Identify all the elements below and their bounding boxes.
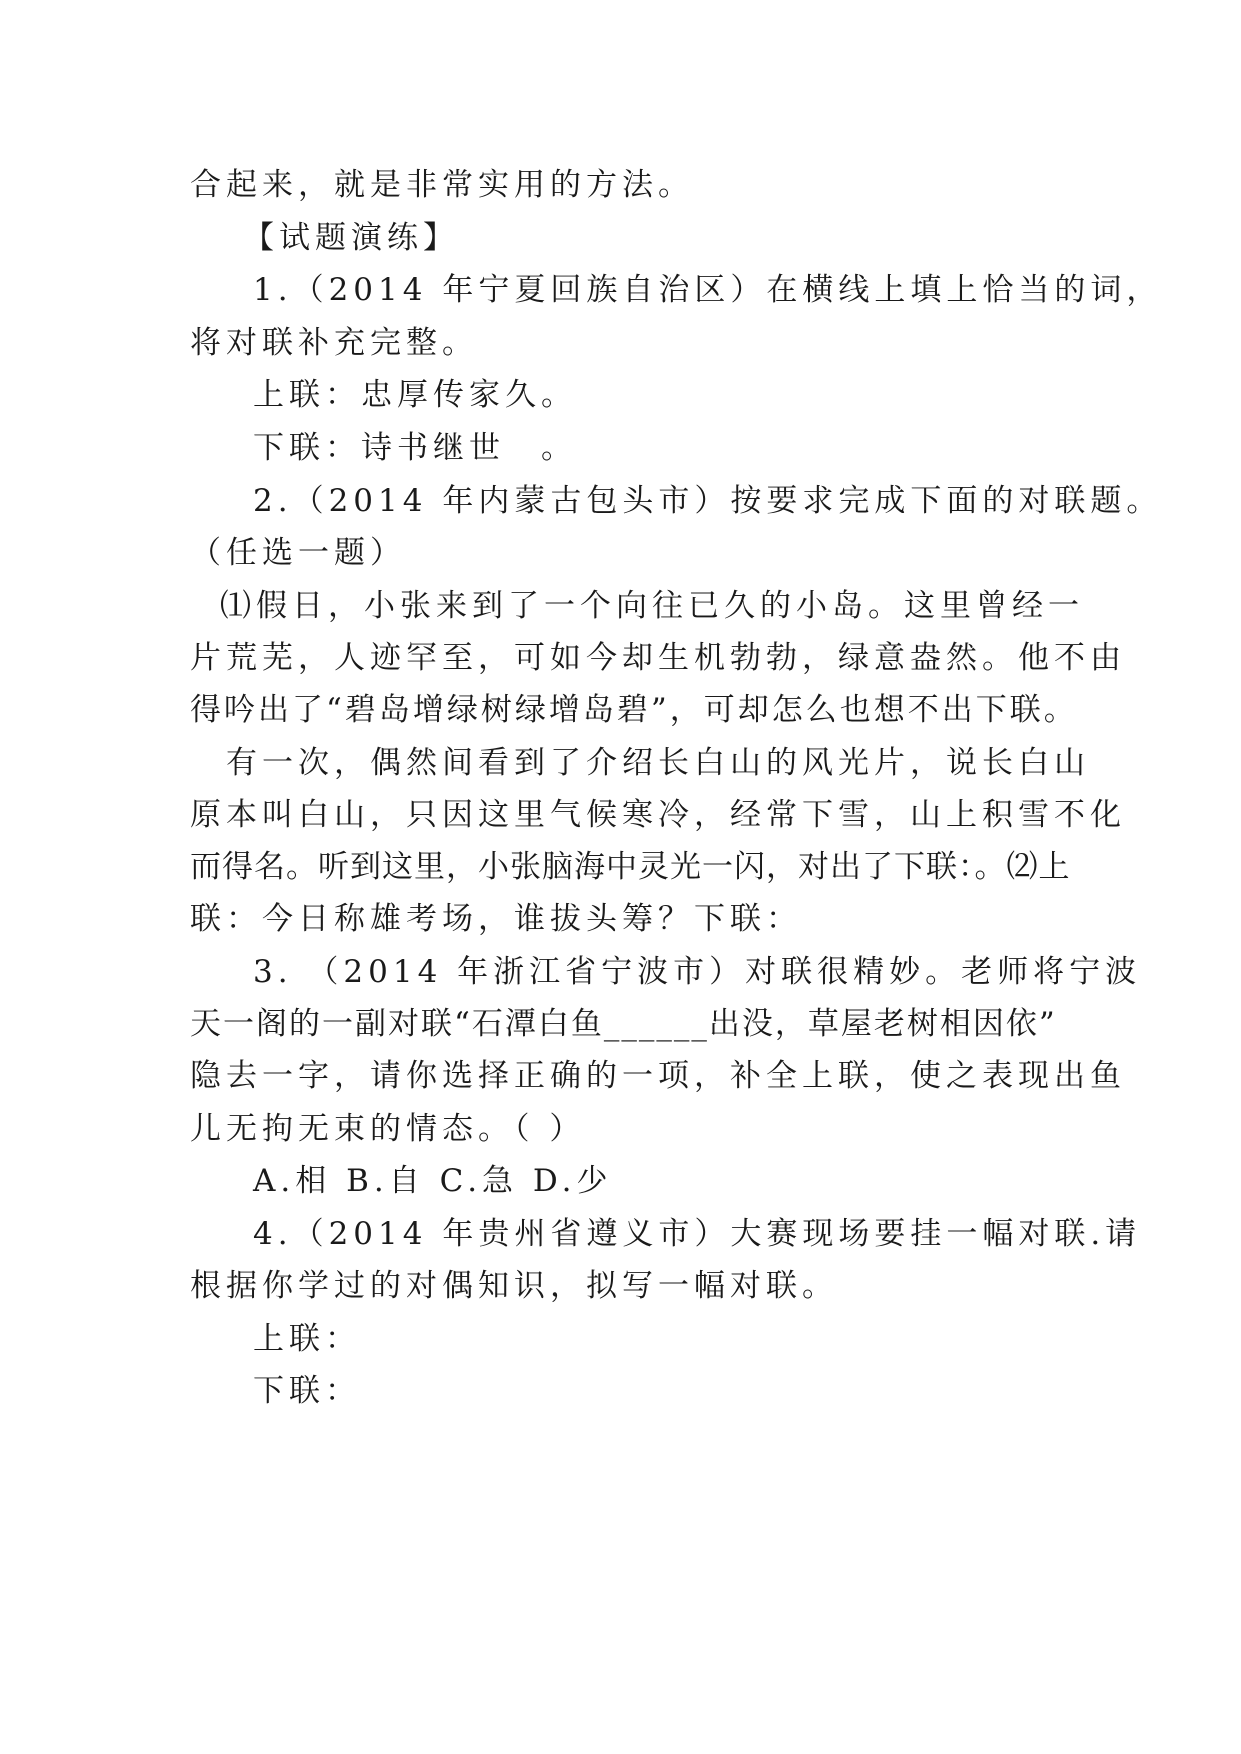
question-1: 1.（2014 年宁夏回族自治区）在横线上填上恰当的词，: [253, 272, 1163, 308]
text-line: 合起来，就是非常实用的方法。: [190, 167, 694, 203]
question-3: 3. （2014 年浙江省宁波市）对联很精妙。老师将宁波: [253, 954, 1142, 990]
text-line: 将对联补充完整。: [190, 325, 478, 361]
question-2: 2.（2014 年内蒙古包头市）按要求完成下面的对联题。: [253, 483, 1163, 519]
text-line: 天一阁的一副对联“石潭白鱼______出没，草屋老树相因依”: [190, 1006, 1057, 1042]
text-line: 联：今日称雄考场，谁拔头筹？下联：: [190, 901, 802, 937]
text-line: 片荒芜，人迹罕至，可如今却生机勃勃，绿意盎然。他不由: [190, 640, 1126, 676]
text-line: 隐去一字，请你选择正确的一项，补全上联，使之表现出鱼: [190, 1058, 1126, 1094]
section-heading: 【试题演练】: [243, 220, 459, 256]
answer-lower: 下联：: [253, 1373, 361, 1409]
answer-upper: 上联：: [253, 1321, 361, 1357]
text-line: 而得名。听到这里，小张脑海中灵光一闪，对出了下联：。⑵上: [190, 849, 1071, 885]
text-line: 得吟出了“碧岛增绿树绿增岛碧”，可却怎么也想不出下联。: [190, 692, 1078, 728]
text-line: （任选一题）: [190, 535, 406, 571]
text-line: 根据你学过的对偶知识，拟写一幅对联。: [190, 1268, 838, 1304]
text-line: 儿无拘无束的情态。（ ）: [190, 1111, 586, 1147]
text-line: 有一次，偶然间看到了介绍长白山的风光片，说长白山: [226, 745, 1090, 781]
couplet-upper: 上联：忠厚传家久。: [253, 377, 577, 413]
answer-options: A.相 B.自 C.急 D.少: [253, 1163, 613, 1199]
question-4: 4.（2014 年贵州省遵义市）大赛现场要挂一幅对联.请: [253, 1216, 1142, 1252]
couplet-lower: 下联：诗书继世 。: [253, 430, 577, 466]
text-line: 原本叫白山，只因这里气候寒冷，经常下雪，山上积雪不化: [190, 797, 1126, 833]
text-line: ⑴假日，小张来到了一个向往已久的小岛。这里曾经一: [220, 588, 1084, 624]
